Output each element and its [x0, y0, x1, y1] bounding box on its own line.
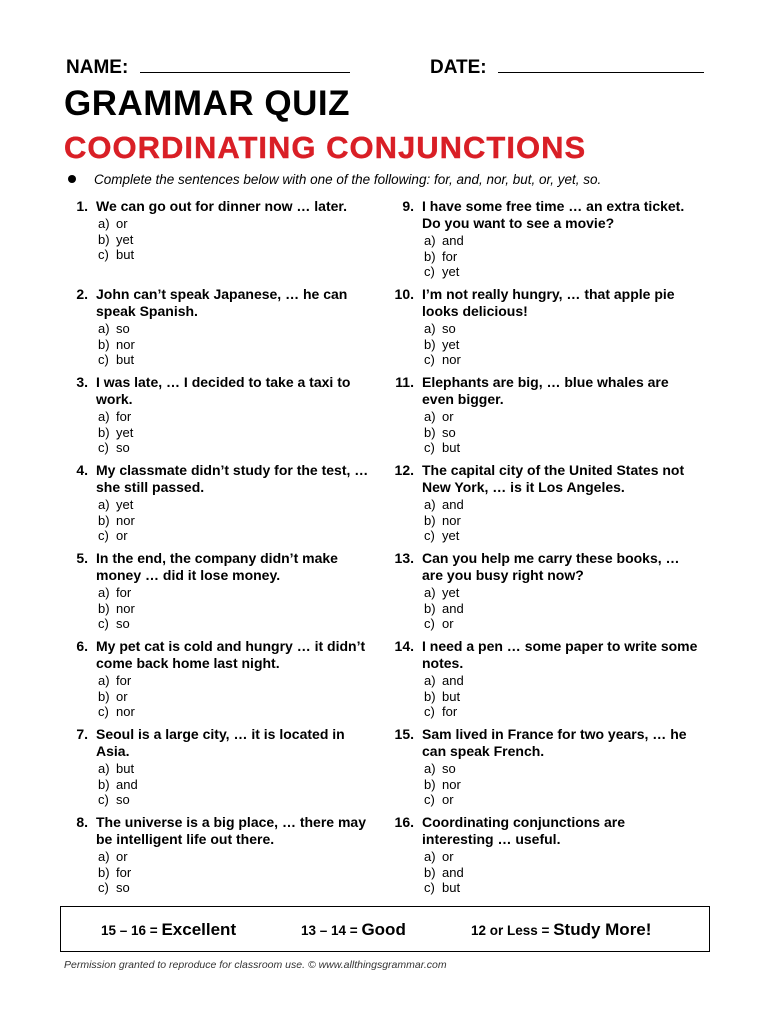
answer-options [424, 233, 700, 280]
score-study-more [471, 920, 651, 940]
question-row [62, 814, 372, 848]
question-text: In the end, the company didn’t make money … did it lose money. [96, 550, 338, 583]
answer-option[interactable] [98, 777, 372, 793]
answer-options [98, 497, 372, 544]
question-number: 12. [394, 462, 414, 478]
question-item [62, 462, 372, 544]
answer-options [424, 497, 700, 544]
option-letter: a) [98, 216, 110, 231]
answer-options [98, 585, 372, 632]
answer-option[interactable] [424, 528, 700, 544]
option-word: nor [116, 336, 135, 352]
question-item [388, 198, 700, 280]
option-letter: b) [98, 600, 110, 616]
option-letter: a) [98, 849, 110, 864]
question-item [388, 726, 700, 808]
question-item [62, 550, 372, 632]
answer-option[interactable] [424, 425, 700, 441]
question-row [62, 374, 372, 408]
option-word: so [116, 440, 130, 455]
option-word: yet [442, 528, 460, 543]
option-letter: a) [424, 673, 436, 688]
option-letter: a) [424, 233, 436, 248]
answer-option[interactable] [98, 761, 372, 777]
option-letter: a) [98, 321, 110, 336]
option-word: or [442, 792, 454, 807]
option-word: or [442, 409, 454, 424]
question-text: Elephants are big, … blue whales are even bigger. [422, 374, 669, 407]
question-text: Coordinating conjunctions are interesting … useful. [422, 814, 626, 847]
answer-options [98, 761, 372, 808]
option-letter: b) [424, 688, 436, 704]
score-label: Excellent [161, 920, 237, 939]
question-row [62, 638, 372, 672]
quiz-subtitle: COORDINATING CONJUNCTIONS [64, 130, 587, 165]
answer-option[interactable] [98, 673, 372, 689]
option-word: so [442, 761, 456, 776]
option-word: nor [116, 512, 135, 528]
question-text: We can go out for dinner now … later. [96, 198, 347, 214]
option-letter: a) [424, 585, 436, 600]
answer-option[interactable] [424, 233, 700, 249]
option-word: for [116, 585, 132, 600]
option-word: and [442, 497, 464, 512]
option-word: for [116, 409, 132, 424]
option-word: so [442, 321, 456, 336]
option-word: nor [442, 352, 461, 367]
answer-option[interactable] [98, 497, 372, 513]
score-range: 15 – 16 = [101, 923, 158, 938]
answer-option[interactable] [98, 585, 372, 601]
answer-options [98, 673, 372, 720]
answer-option[interactable] [424, 704, 700, 720]
option-word: and [442, 864, 464, 880]
answer-options [98, 849, 372, 896]
answer-option[interactable] [424, 673, 700, 689]
option-letter: b) [424, 424, 436, 440]
question-row [62, 286, 372, 320]
option-letter: c) [98, 880, 109, 895]
option-letter: a) [424, 761, 436, 776]
question-number: 3. [76, 374, 88, 390]
answer-option[interactable] [424, 777, 700, 793]
option-letter: c) [98, 440, 109, 455]
question-number: 2. [76, 286, 88, 302]
option-word: or [442, 849, 454, 864]
question-number: 15. [394, 726, 414, 742]
answer-option[interactable] [98, 440, 372, 456]
question-row [388, 550, 700, 584]
answer-option[interactable] [424, 513, 700, 529]
answer-option[interactable] [98, 792, 372, 808]
option-letter: a) [98, 673, 110, 688]
question-item [388, 814, 700, 896]
option-word: so [116, 616, 130, 631]
question-number: 13. [394, 550, 414, 566]
question-item [388, 462, 700, 544]
question-number: 4. [76, 462, 88, 478]
option-letter: b) [98, 688, 110, 704]
answer-option[interactable] [424, 689, 700, 705]
question-item [388, 638, 700, 720]
question-text: The universe is a big place, … there may be intelligent life out there. [96, 814, 366, 847]
option-letter: b) [424, 248, 436, 264]
answer-option[interactable] [98, 425, 372, 441]
option-word: and [442, 600, 464, 616]
option-letter: c) [98, 528, 109, 543]
score-excellent [101, 920, 236, 940]
name-field [66, 54, 350, 79]
option-letter: b) [424, 512, 436, 528]
option-letter: b) [98, 336, 110, 352]
answer-option[interactable] [424, 865, 700, 881]
question-row [62, 726, 372, 760]
option-word: yet [442, 336, 460, 352]
score-box [60, 906, 710, 952]
option-letter: c) [98, 247, 109, 262]
answer-option[interactable] [424, 440, 700, 456]
question-number: 9. [402, 198, 414, 214]
option-word: for [116, 864, 132, 880]
question-text: My classmate didn’t study for the test, … she still passed. [96, 462, 369, 495]
question-row [388, 726, 700, 760]
option-letter: a) [424, 409, 436, 424]
question-row [388, 374, 700, 408]
question-item [388, 286, 700, 368]
question-row [388, 638, 700, 672]
option-letter: b) [98, 424, 110, 440]
option-word: yet [116, 424, 134, 440]
question-text: I have some free time … an extra ticket. Do you want to see a movie? [422, 198, 685, 231]
name-blank-line[interactable] [140, 54, 350, 73]
question-number: 16. [394, 814, 414, 830]
option-word: so [442, 424, 456, 440]
option-word: so [116, 321, 130, 336]
answer-options [424, 849, 700, 896]
option-letter: c) [98, 792, 109, 807]
option-letter: b) [424, 600, 436, 616]
answer-option[interactable] [424, 249, 700, 265]
answer-option[interactable] [98, 216, 372, 232]
answer-options [424, 761, 700, 808]
option-word: nor [116, 704, 135, 719]
answer-options [424, 585, 700, 632]
score-label: Study More! [553, 920, 652, 939]
answer-option[interactable] [98, 704, 372, 720]
answer-options [424, 673, 700, 720]
option-word: but [116, 247, 135, 262]
question-row [62, 198, 372, 215]
question-item [388, 374, 700, 456]
question-number: 5. [76, 550, 88, 566]
question-number: 6. [76, 638, 88, 654]
option-word: nor [442, 776, 461, 792]
option-word: for [116, 673, 132, 688]
answer-option[interactable] [424, 352, 700, 368]
question-item [62, 814, 372, 896]
option-word: or [116, 528, 128, 543]
option-word: but [116, 352, 135, 367]
option-word: and [116, 776, 138, 792]
date-field [430, 54, 704, 79]
option-word: nor [116, 600, 135, 616]
answer-option[interactable] [424, 601, 700, 617]
question-item [62, 286, 372, 368]
option-letter: b) [98, 231, 110, 247]
answer-option[interactable] [424, 616, 700, 632]
answer-option[interactable] [424, 321, 700, 337]
answer-option[interactable] [424, 497, 700, 513]
answer-option[interactable] [424, 337, 700, 353]
question-item [62, 374, 372, 456]
option-word: for [442, 248, 458, 264]
option-word: so [116, 880, 130, 895]
question-number: 14. [394, 638, 414, 654]
option-letter: c) [98, 616, 109, 631]
option-letter: c) [98, 352, 109, 367]
answer-option[interactable] [424, 849, 700, 865]
question-item [388, 550, 700, 632]
question-text: The capital city of the United States not New York, … is it Los Angeles. [422, 462, 685, 495]
option-word: for [442, 704, 458, 719]
answer-option[interactable] [98, 601, 372, 617]
option-word: nor [442, 512, 461, 528]
question-row [62, 550, 372, 584]
option-letter: a) [98, 761, 110, 776]
option-word: or [116, 216, 128, 231]
answer-options [98, 409, 372, 456]
answer-option[interactable] [424, 880, 700, 896]
option-word: yet [442, 585, 460, 600]
option-letter: c) [424, 792, 435, 807]
question-item [62, 726, 372, 808]
option-letter: b) [424, 776, 436, 792]
answer-option[interactable] [98, 849, 372, 865]
question-text: Can you help me carry these books, … are you busy right now? [422, 550, 680, 583]
option-letter: a) [424, 849, 436, 864]
question-text: I was late, … I decided to take a taxi to work. [96, 374, 351, 407]
option-letter: c) [424, 880, 435, 895]
option-word: so [116, 792, 130, 807]
option-letter: c) [424, 440, 435, 455]
question-number: 10. [394, 286, 414, 302]
option-word: or [116, 849, 128, 864]
date-blank-line[interactable] [498, 54, 704, 73]
answer-option[interactable] [98, 689, 372, 705]
answer-option[interactable] [98, 409, 372, 425]
question-row [388, 198, 700, 232]
question-item [62, 638, 372, 720]
option-letter: a) [424, 497, 436, 512]
bullet-icon [68, 175, 76, 183]
question-text: I need a pen … some paper to write some notes. [422, 638, 698, 671]
score-range: 12 or Less = [471, 923, 550, 938]
answer-option[interactable] [424, 792, 700, 808]
option-word: and [442, 673, 464, 688]
answer-option[interactable] [424, 761, 700, 777]
answer-option[interactable] [98, 865, 372, 881]
option-word: but [442, 880, 461, 895]
option-word: but [116, 761, 135, 776]
option-letter: c) [424, 264, 435, 279]
answer-option[interactable] [424, 264, 700, 280]
question-item [62, 198, 372, 263]
option-letter: b) [424, 336, 436, 352]
question-number: 1. [76, 198, 88, 214]
question-text: My pet cat is cold and hungry … it didn’t come back home last night. [96, 638, 366, 671]
answer-option[interactable] [424, 409, 700, 425]
question-text: Sam lived in France for two years, … he can speak French. [422, 726, 687, 759]
option-word: yet [116, 231, 134, 247]
answer-option[interactable] [98, 232, 372, 248]
option-letter: b) [98, 776, 110, 792]
answer-option[interactable] [424, 585, 700, 601]
option-letter: a) [98, 409, 110, 424]
option-letter: a) [98, 497, 110, 512]
option-letter: a) [98, 585, 110, 600]
score-label: Good [361, 920, 406, 939]
option-letter: b) [98, 864, 110, 880]
option-letter: c) [424, 616, 435, 631]
option-word: and [442, 233, 464, 248]
question-row [388, 814, 700, 848]
option-letter: c) [424, 704, 435, 719]
answer-option[interactable] [98, 513, 372, 529]
score-range: 13 – 14 = [301, 923, 358, 938]
score-good [301, 920, 406, 940]
date-label: DATE: [430, 57, 487, 78]
option-letter: a) [424, 321, 436, 336]
name-label: NAME: [66, 57, 129, 78]
question-text: John can’t speak Japanese, … he can speak Spanish. [96, 286, 348, 319]
option-word: or [116, 688, 128, 704]
question-text: I’m not really hungry, … that apple pie looks delicious! [422, 286, 675, 319]
permission-footer: Permission granted to reproduce for classroom use. © www.allthingsgrammar.com [64, 959, 447, 971]
answer-option[interactable] [98, 880, 372, 896]
option-letter: b) [424, 864, 436, 880]
option-word: but [442, 688, 461, 704]
answer-option[interactable] [98, 247, 372, 263]
answer-option[interactable] [98, 352, 372, 368]
answer-options [424, 321, 700, 368]
option-letter: c) [424, 352, 435, 367]
question-text: Seoul is a large city, … it is located in Asia. [96, 726, 345, 759]
question-number: 7. [76, 726, 88, 742]
answer-option[interactable] [98, 528, 372, 544]
option-letter: c) [98, 704, 109, 719]
answer-option[interactable] [98, 337, 372, 353]
quiz-title: GRAMMAR QUIZ [64, 84, 350, 123]
answer-option[interactable] [98, 321, 372, 337]
option-word: or [442, 616, 454, 631]
answer-options [424, 409, 700, 456]
option-letter: c) [424, 528, 435, 543]
question-row [388, 286, 700, 320]
option-word: yet [442, 264, 460, 279]
answer-options [98, 321, 372, 368]
question-number: 8. [76, 814, 88, 830]
answer-options [98, 216, 372, 263]
question-number: 11. [395, 374, 414, 390]
answer-option[interactable] [98, 616, 372, 632]
question-row [62, 462, 372, 496]
option-word: but [442, 440, 461, 455]
question-row [388, 462, 700, 496]
option-word: yet [116, 497, 134, 512]
option-letter: b) [98, 512, 110, 528]
instruction-text: Complete the sentences below with one of the following: for, and, nor, but, or, yet, so. [94, 172, 602, 187]
instructions [68, 172, 601, 187]
